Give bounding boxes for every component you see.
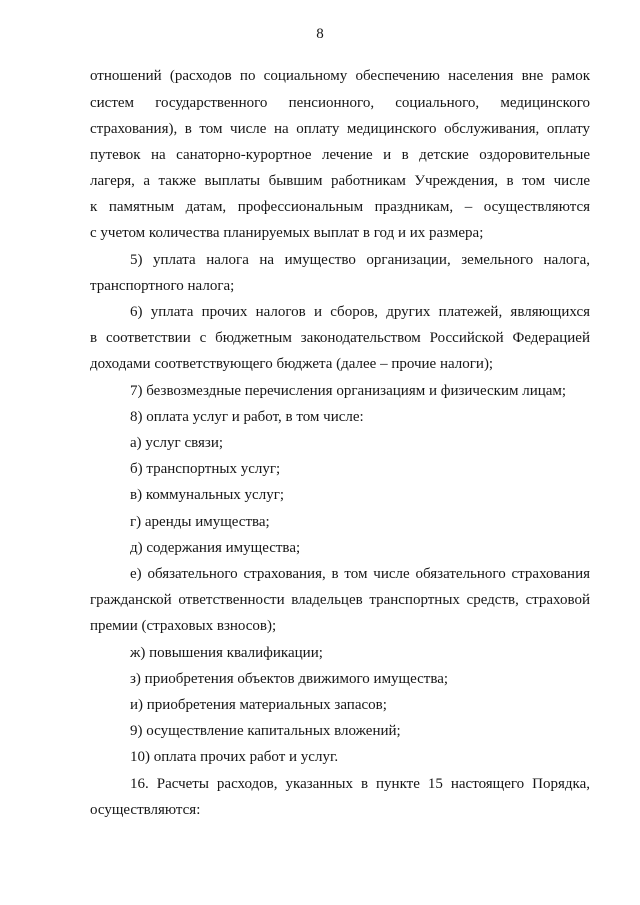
body-line: доходами соответствующего бюджета (далее – прочие налоги); [90, 356, 494, 372]
body-line: с учетом количества планируемых выплат в год и их размера; [90, 225, 484, 241]
body-line: страхования), в том числе на оплату медицинского обслуживания, оплату [90, 121, 590, 137]
body-line: б) транспортных услуг; [130, 461, 281, 477]
body-line: е) обязательного страхования, в том числе обязательного страхования [130, 566, 590, 582]
body-line: 9) осуществление капитальных вложений; [130, 723, 401, 739]
body-line: в) коммунальных услуг; [130, 487, 285, 503]
body-line: 7) безвозмездные перечисления организациям и физическим лицам; [130, 383, 567, 399]
page-number: 8 [316, 26, 324, 42]
body-line: г) аренды имущества; [130, 514, 270, 530]
body-line: к памятным датам, профессиональным праздникам, – осуществляются [90, 199, 590, 215]
body-line: и) приобретения материальных запасов; [130, 697, 387, 713]
body-line: а) услуг связи; [130, 435, 224, 451]
body-line: ж) повышения квалификации; [130, 645, 323, 661]
body-line: 6) уплата прочих налогов и сборов, других платежей, являющихся [130, 304, 590, 320]
body-line: транспортного налога; [90, 278, 235, 294]
body-line: в соответствии с бюджетным законодательством Российской Федерацией [90, 330, 590, 346]
body-line: гражданской ответственности владельцев транспортных средств, страховой [90, 592, 590, 608]
body-line: систем государственного пенсионного, социального, медицинского [90, 95, 590, 111]
body-line: отношений (расходов по социальному обеспечению населения вне рамок [90, 68, 590, 84]
body-line: 10) оплата прочих работ и услуг. [130, 749, 339, 765]
body-line: осуществляются: [90, 802, 201, 818]
body-line: премии (страховых взносов); [90, 618, 277, 634]
body-line: 8) оплата услуг и работ, в том числе: [130, 409, 364, 425]
body-line: лагеря, а также выплаты бывшим работникам Учреждения, в том числе [90, 173, 590, 189]
body-line: 5) уплата налога на имущество организации, земельного налога, [130, 252, 590, 268]
body-line: путевок на санаторно-курортное лечение и в детские оздоровительные [90, 147, 590, 163]
body-line: 16. Расчеты расходов, указанных в пункте 15 настоящего Порядка, [130, 776, 590, 792]
body-line: з) приобретения объектов движимого имущества; [130, 671, 449, 687]
body-line: д) содержания имущества; [130, 540, 301, 556]
